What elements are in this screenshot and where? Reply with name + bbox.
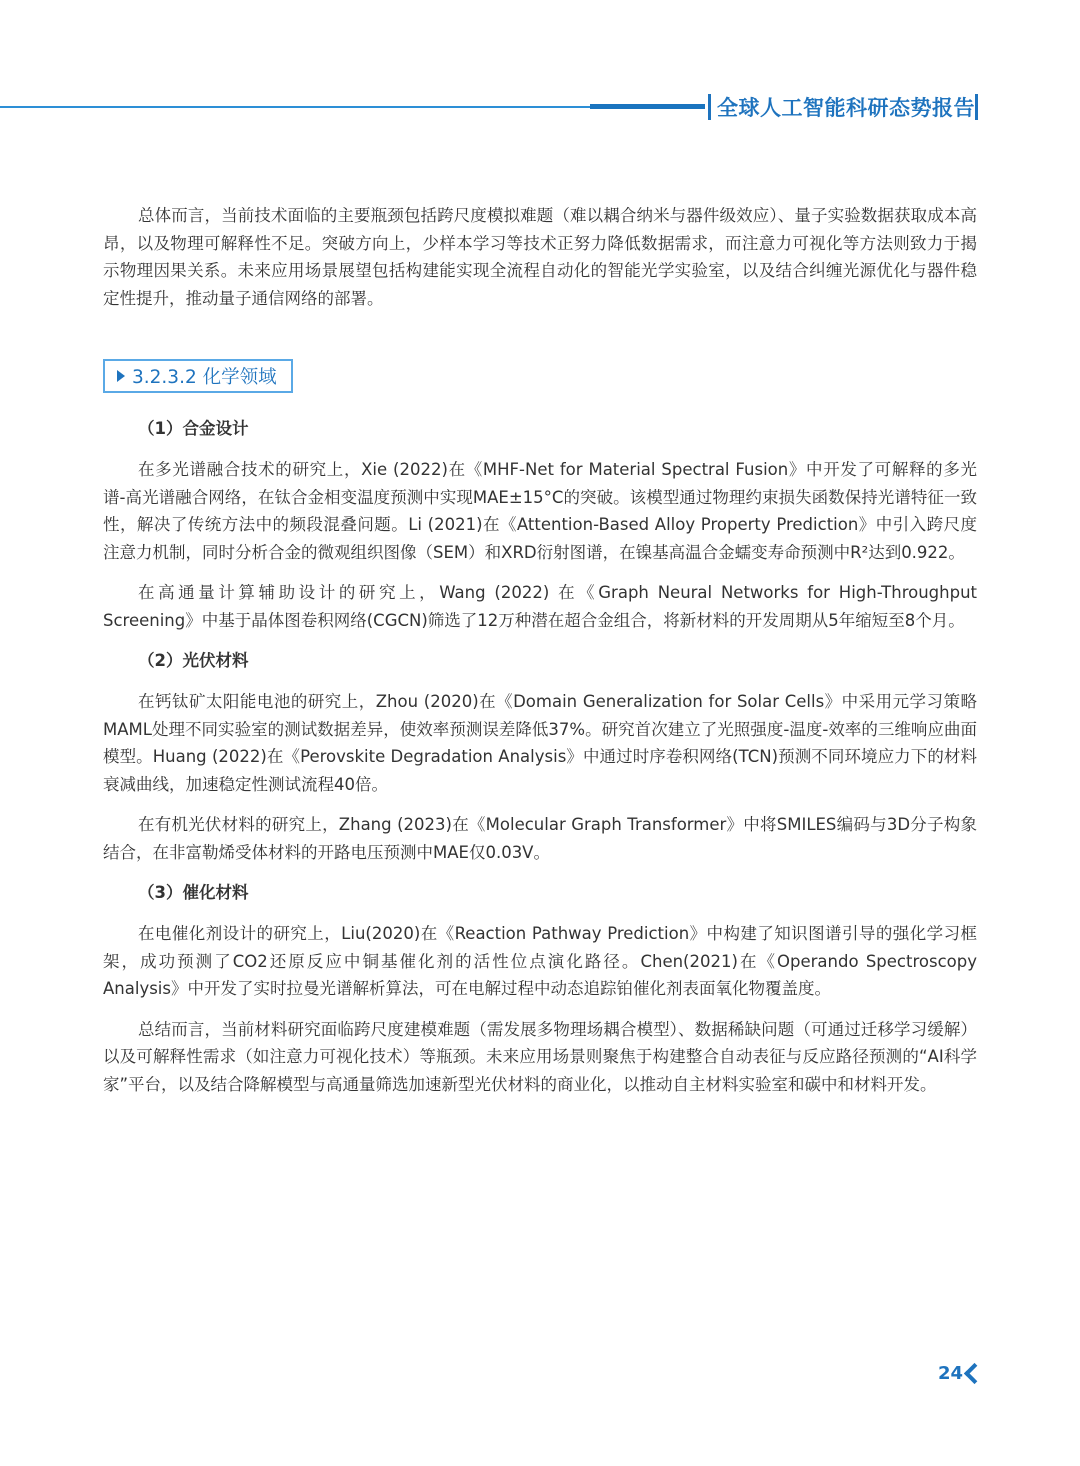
paragraph: 在高通量计算辅助设计的研究上，Wang (2022) 在《Graph Neural Networks for High-Throughput Screening》中基于晶体图卷积网络(CGCN)筛选了12万种潜在超合金组合，将新材料的开发周期从5年缩短至8个月。	[103, 583, 977, 630]
subsection-heading-catalysis: （3）催化材料	[138, 883, 249, 902]
main-content	[103, 202, 977, 1111]
intro-paragraph: 总体而言，当前技术面临的主要瓶颈包括跨尺度模拟难题（难以耦合纳米与器件级效应）、量子实验数据获取成本高昂，以及物理可解释性不足。突破方向上，少样本学习等技术正努力降低数据需求，而注意力可视化等方法则致力于揭示物理因果关系。未来应用场景展望包括构建能实现全流程自动化的智能光学实验室，以及结合纠缠光源优化与器件稳定性提升，推动量子通信网络的部署。	[103, 206, 977, 308]
header-divider-right	[975, 94, 978, 120]
header-divider-left	[708, 94, 711, 120]
chevron-left-icon	[964, 1362, 985, 1383]
conclusion-paragraph: 总结而言，当前材料研究面临跨尺度建模难题（需发展多物理场耦合模型）、数据稀缺问题（可通过迁移学习缓解）以及可解释性需求（如注意力可视化技术）等瓶颈。未来应用场景则聚焦于构建整合自动表征与反应路径预测的“AI科学家”平台，以及结合降解模型与高通量筛选加速新型光伏材料的商业化，以推动自主材料实验室和碳中和材料开发。	[103, 1019, 977, 1094]
subsection-heading-photovoltaic: （2）光伏材料	[138, 651, 249, 670]
paragraph: 在电催化剂设计的研究上，Liu(2020)在《Reaction Pathway Prediction》中构建了知识图谱引导的强化学习框架，成功预测了CO2还原反应中铜基催化剂的活性位点演化路径。Chen(2021)在《Operando Spectroscopy Analysis》中开发了实时拉曼光谱解析算法，可在电解过程中动态追踪铂催化剂表面氧化物覆盖度。	[103, 924, 977, 998]
subsection-heading-alloy: （1）合金设计	[138, 419, 249, 438]
report-title: 全球人工智能科研态势报告	[717, 96, 975, 120]
section-title: 3.2.3.2 化学领域	[132, 367, 277, 388]
page-number	[938, 1360, 982, 1386]
section-heading	[103, 359, 293, 393]
header-rule	[0, 106, 590, 108]
paragraph: 在多光谱融合技术的研究上，Xie (2022)在《MHF-Net for Material Spectral Fusion》中开发了可解释的多光谱-高光谱融合网络，在钛合金相变温度预测中实现MAE±15°C的突破。该模型通过物理约束损失函数保持光谱特征一致性，解决了传统方法中的频段混叠问题。Li (2021)在《Attention-Based Alloy Property Prediction》中引入跨尺度注意力机制，同时分析合金的微观组织图像（SEM）和XRD衍射图谱，在镍基高温合金蠕变寿命预测中R²达到0.922。	[103, 460, 977, 562]
triangle-right-icon	[117, 370, 125, 382]
header-rule-accent	[590, 104, 705, 109]
paragraph: 在钙钛矿太阳能电池的研究上，Zhou (2020)在《Domain Generalization for Solar Cells》中采用元学习策略MAML处理不同实验室的测试数据差异，使效率预测误差降低37%。研究首次建立了光照强度-温度-效率的三维响应曲面模型。Huang (2022)在《Perovskite Degradation Analysis》中通过时序卷积网络(TCN)预测不同环境应力下的材料衰减曲线，加速稳定性测试流程40倍。	[103, 692, 977, 794]
paragraph: 在有机光伏材料的研究上，Zhang (2023)在《Molecular Graph Transformer》中将SMILES编码与3D分子构象结合，在非富勒烯受体材料的开路电压预测中MAE仅0.03V。	[103, 815, 977, 862]
page-number-text: 24	[938, 1362, 964, 1384]
